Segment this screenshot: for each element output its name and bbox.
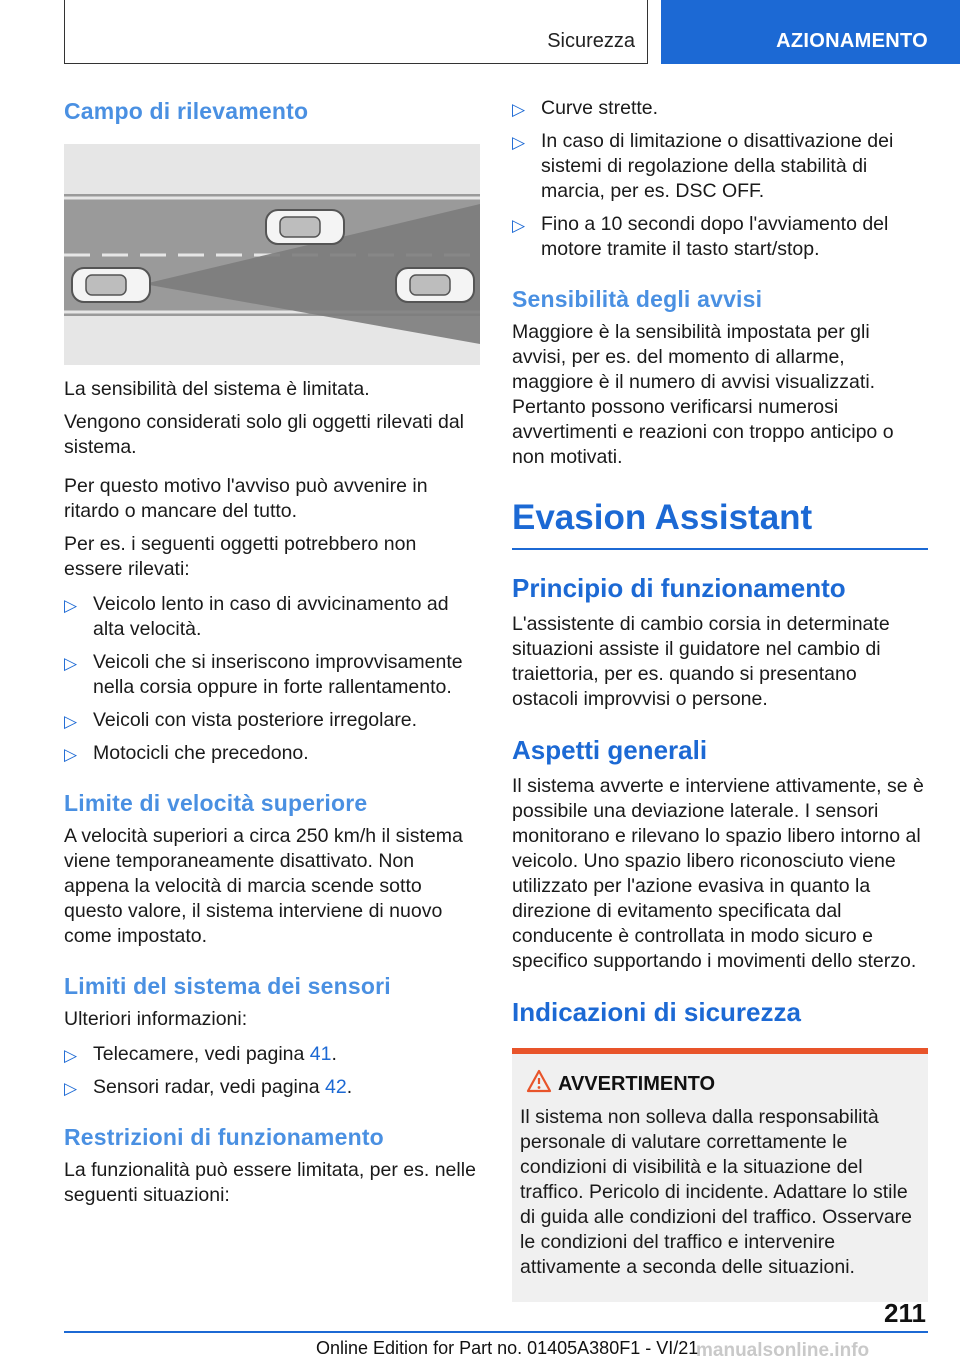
left-column xyxy=(64,96,480,1216)
warning-triangle-icon xyxy=(526,1069,552,1093)
paragraph: Per es. i seguenti oggetti potrebbero non essere rilevati: xyxy=(64,533,417,580)
sensor-limits-heading: Limiti del sistema dei sensori xyxy=(64,973,391,999)
triangle-bullet-icon: ▷ xyxy=(64,654,78,673)
paragraph: Maggiore è la sensibilità impostata per gli avvisi, per es. del momento di allarme, maggiore è il numero di avvisi visualizzati. Pertanto possono verificarsi numerosi avvertimenti e reazioni con troppo anticipo o non motivati. xyxy=(512,321,894,468)
warning-box xyxy=(512,1048,928,1302)
list-item: ▷ Veicoli con vista posteriore irregolare. xyxy=(64,708,480,733)
paragraph: A velocità superiori a circa 250 km/h il sistema viene temporaneamente disattivato. Non appena la velocità di marcia scende sotto questo valore, il sistema interviene di nuovo come impostato. xyxy=(64,825,463,947)
triangle-bullet-icon: ▷ xyxy=(64,596,78,615)
watermark: manualsonline.info xyxy=(696,1340,870,1361)
triangle-bullet-icon: ▷ xyxy=(512,216,526,235)
undetected-objects-list xyxy=(64,592,480,766)
paragraph: La funzionalità può essere limitata, per es. nelle seguenti situazioni: xyxy=(64,1159,476,1206)
sensor-references-list xyxy=(64,1042,480,1100)
paragraph: Ulteriori informazioni: xyxy=(64,1008,248,1030)
right-column xyxy=(512,96,928,1302)
footer-edition: Online Edition for Part no. 01405A380F1 - VI/21 xyxy=(316,1338,699,1358)
triangle-bullet-icon: ▷ xyxy=(64,1046,78,1065)
car-icon xyxy=(396,268,474,302)
list-item: ▷ Sensori radar, vedi pagina 42. xyxy=(64,1075,480,1100)
list-item: ▷ Curve strette. xyxy=(512,96,928,121)
triangle-bullet-icon: ▷ xyxy=(64,745,78,764)
detection-range-illustration xyxy=(64,144,480,365)
footer-divider xyxy=(64,1331,928,1333)
warning-title: AVVERTIMENTO xyxy=(520,1072,920,1097)
page-link-42[interactable]: 42 xyxy=(324,1076,347,1098)
paragraph: La sensibilità del sistema è limitata. xyxy=(64,378,370,400)
function-restrictions-heading: Restrizioni di funzionamento xyxy=(64,1124,384,1150)
list-item: ▷ Motocicli che precedono. xyxy=(64,741,480,766)
list-item: ▷ In caso di limitazione o disattivazione dei sistemi di regolazione della stabilità di marcia, per es. DSC OFF. xyxy=(512,130,894,202)
restrictions-list-continued xyxy=(512,96,928,262)
header-section-title: Sicurezza xyxy=(547,30,635,52)
list-item: ▷ Veicoli che si inseriscono improvvisamente nella corsia oppure in forte rallentamento. xyxy=(64,651,463,698)
warning-sensitivity-heading: Sensibilità degli avvisi xyxy=(512,286,763,312)
triangle-bullet-icon: ▷ xyxy=(512,133,526,152)
header-section-box xyxy=(64,0,648,64)
header-chapter-tab: AZIONAMENTO xyxy=(661,0,960,64)
list-item: ▷ Fino a 10 secondi dopo l'avviamento del motore tramite il tasto start/stop. xyxy=(512,213,889,260)
paragraph: Il sistema avverte e interviene attivamente, se è possibile una deviazione laterale. I sensori monitorano e rilevano lo spazio libero intorno al veicolo. Uno spazio libero riconosciuto viene utilizzato per l'azione evasiva in quanto la direzione di evitamento specificata dal conducente è controllata in modo sicuro e specifico supportando i movimenti dello sterzo. xyxy=(512,775,924,972)
warning-text: Il sistema non solleva dalla responsabilità personale di valutare correttamente le condizioni di visibilità e la situazione del traffico. Pericolo di incidente. Adattare lo stile di guida alle condizioni del traffico. Osservare le condizioni del traffico e intervenire attivamente a seconda delle situazioni. xyxy=(520,1106,913,1278)
paragraph: L'assistente di cambio corsia in determinate situazioni assiste il guidatore nel cambio di traiettoria, per es. quando si presentano ostacoli improvvisi o persone. xyxy=(512,613,890,710)
triangle-bullet-icon: ▷ xyxy=(512,100,526,119)
car-icon xyxy=(72,268,150,302)
triangle-bullet-icon: ▷ xyxy=(64,712,78,731)
page-number: 211 xyxy=(884,1298,926,1328)
safety-notes-heading: Indicazioni di sicurezza xyxy=(512,997,801,1027)
operating-principle-heading: Principio di funzionamento xyxy=(512,573,846,603)
list-item: ▷ Telecamere, vedi pagina 41. xyxy=(64,1042,480,1067)
speed-limit-heading: Limite di velocità superiore xyxy=(64,790,368,816)
general-aspects-heading: Aspetti generali xyxy=(512,735,708,765)
triangle-bullet-icon: ▷ xyxy=(64,1079,78,1098)
paragraph: Per questo motivo l'avviso può avvenire in ritardo o mancare del tutto. xyxy=(64,475,428,522)
paragraph: Vengono considerati solo gli oggetti rilevati dal sistema. xyxy=(64,411,465,458)
page-link-41[interactable]: 41 xyxy=(309,1043,332,1065)
detection-range-heading: Campo di rilevamento xyxy=(64,98,309,124)
list-item: ▷ Veicolo lento in caso di avvicinamento ad alta velocità. xyxy=(64,593,449,640)
chapter-title: Evasion Assistant xyxy=(512,496,928,550)
car-icon xyxy=(266,210,344,244)
